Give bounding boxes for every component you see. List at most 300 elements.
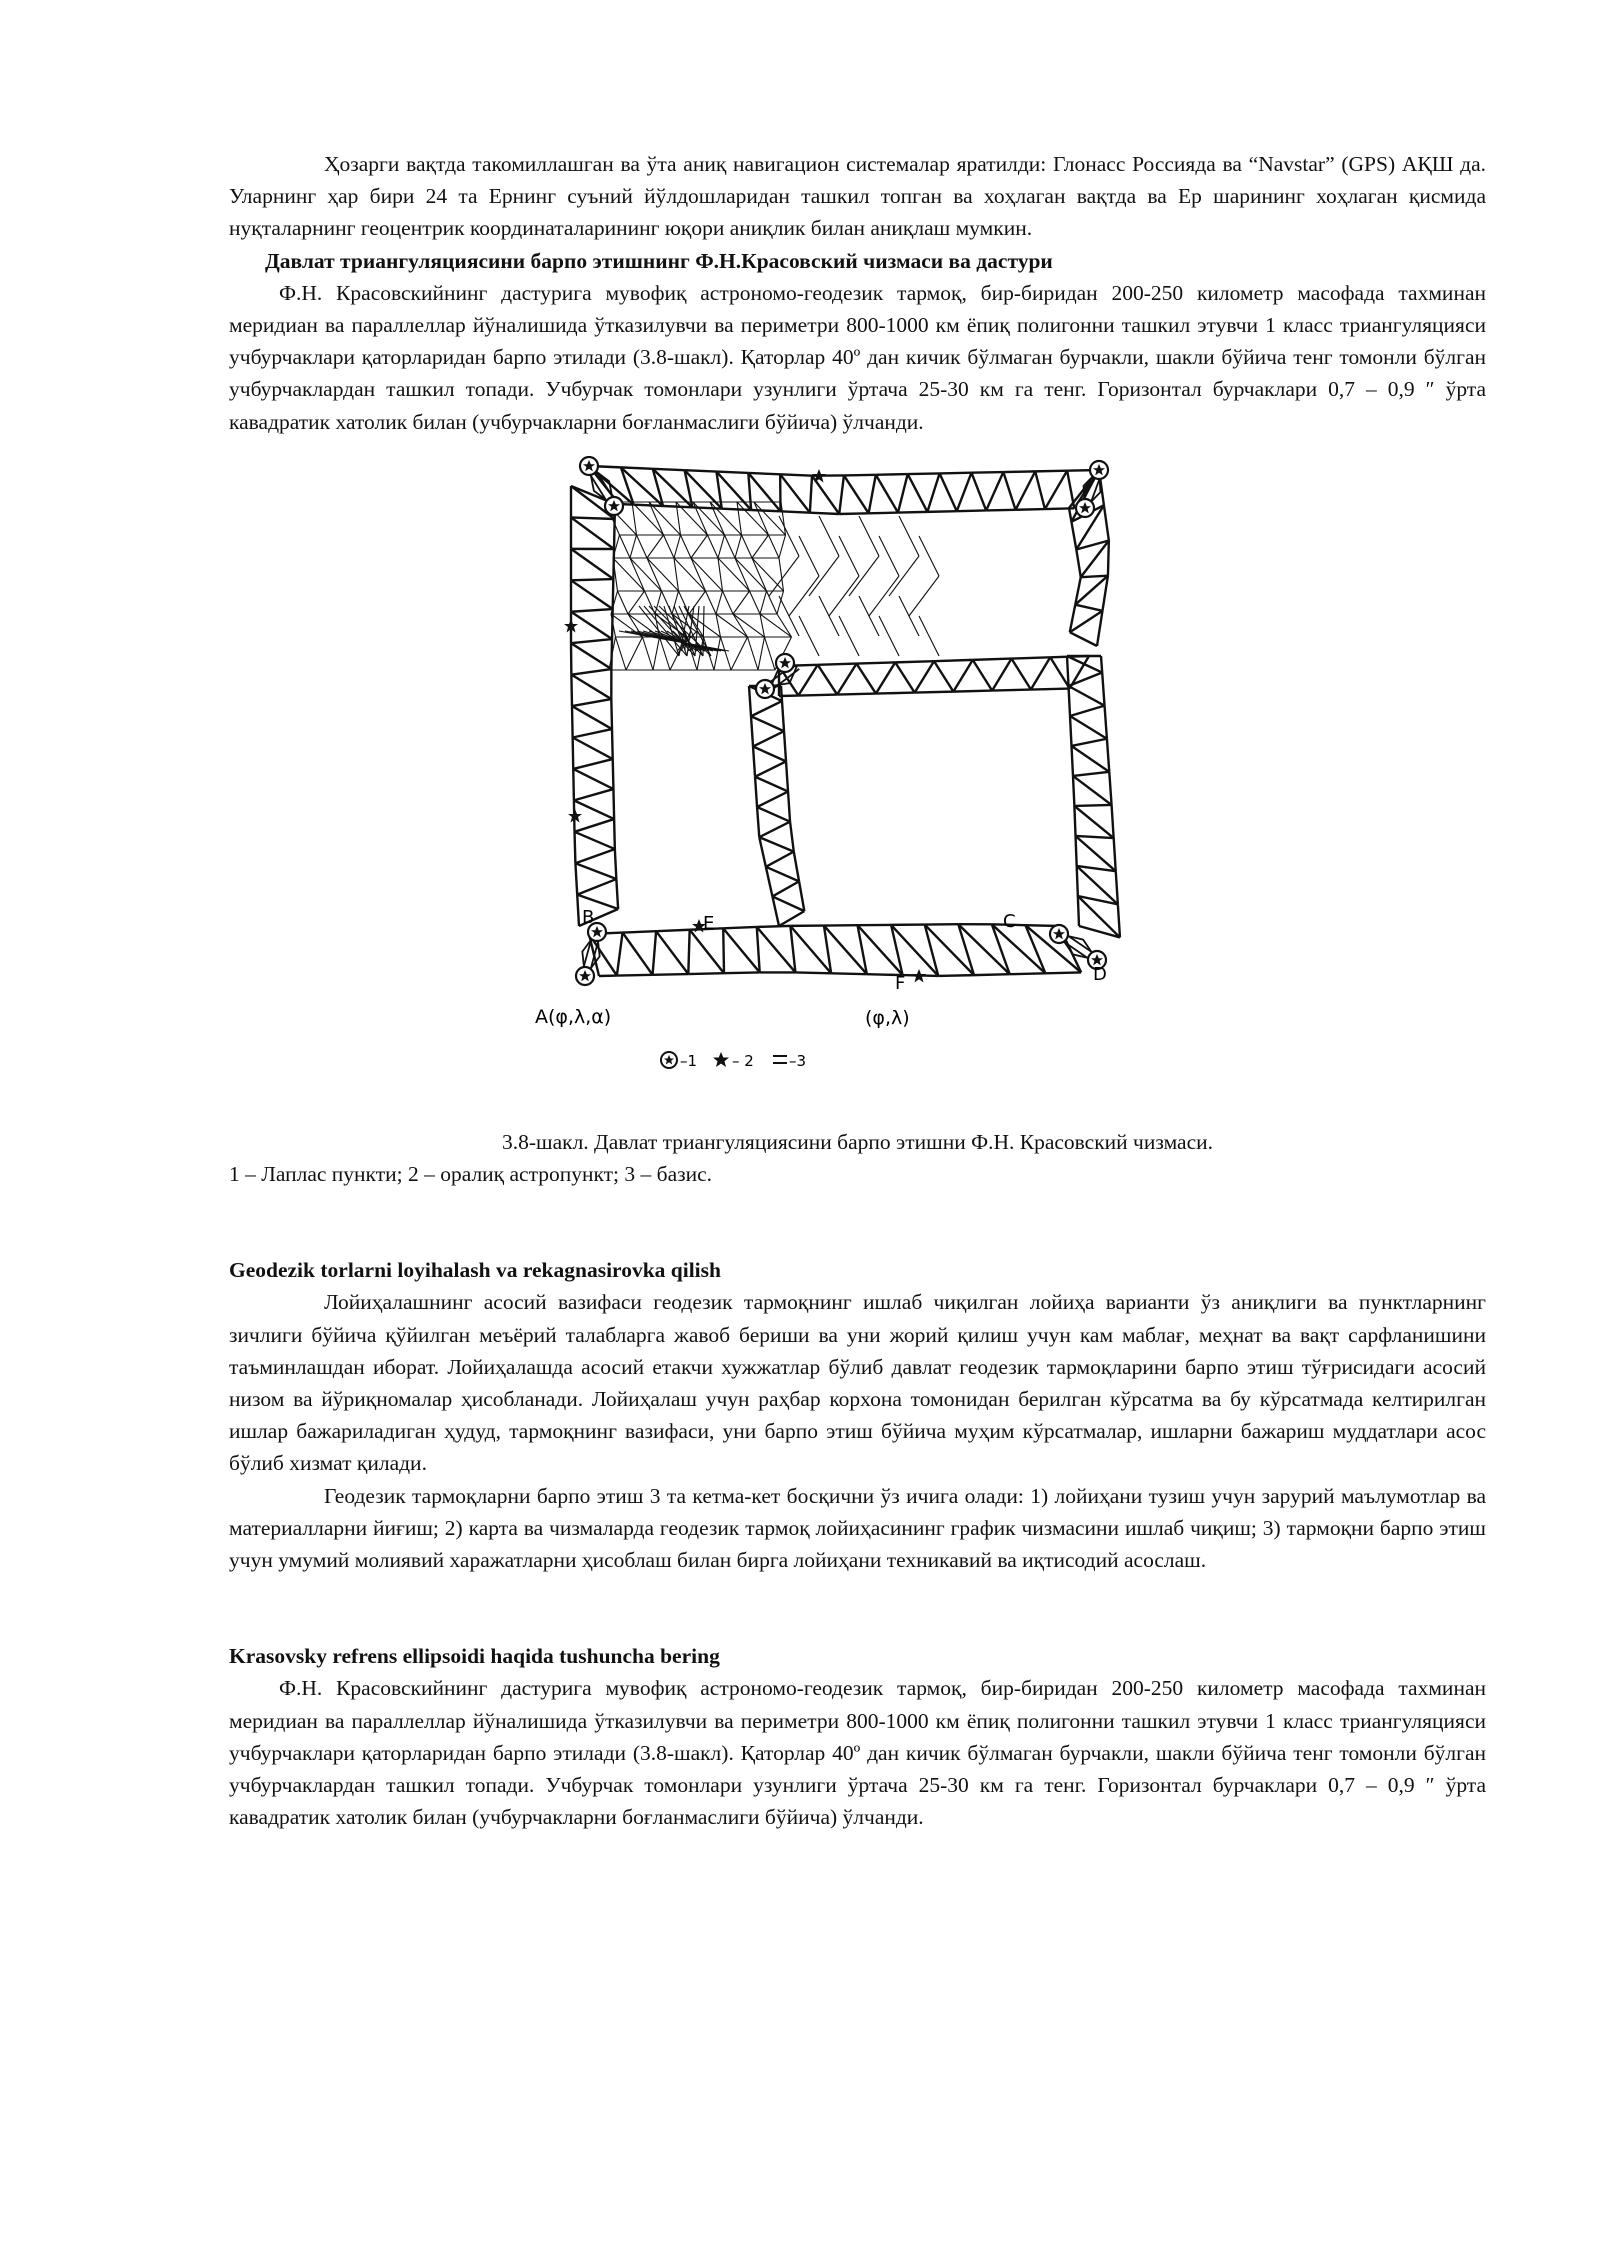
dense-edge [789, 576, 819, 616]
center-chain-edge [781, 686, 782, 701]
left-chain-edge [571, 579, 613, 580]
center-chain-edge [759, 837, 766, 867]
middle-chain-edge [818, 663, 857, 664]
dense-edge [708, 535, 719, 558]
middle-chain-edge [992, 689, 1031, 690]
left-chain-edge [571, 580, 613, 609]
dense-edge [769, 535, 780, 558]
top-chain-edge [971, 472, 1003, 473]
section2b-paragraph: Геодезик тармоқларни барпо этиш 3 та кетма-кет босқични ўз ичига олади: 1) лойиҳани тузиш учун зарурий маълумотлар ва материалларни йиғиш; 2) карта ва чизмаларда геодезик тармоқ лойиҳасининг график чизмасини ишлаб чиқиш; 3) тармоқни барпо этиш учун умумий молиявий харажатларни ҳисоблаш билан бирга лойиҳани техникавий ва иқтисодий асослаш. [229, 1483, 1486, 1573]
bottom-chain-edge [653, 974, 689, 975]
top-chain-edge [957, 510, 986, 511]
left-chain-edge [575, 863, 616, 879]
right-lower-chain-edge [1078, 896, 1079, 926]
right-lower-chain-edge [1071, 746, 1109, 772]
dense-edge [735, 558, 767, 591]
right-lower-chain-edge [1118, 904, 1120, 937]
left-chain-edge [573, 737, 574, 768]
dense-edge [752, 558, 767, 591]
top-chain-edge [876, 474, 908, 475]
top-chain-edge [898, 474, 908, 512]
center-chain-edge [782, 701, 784, 731]
center-chain-edge [772, 896, 804, 911]
middle-chain-edge [857, 662, 896, 663]
bottom-chain-edge [831, 973, 867, 974]
dense-edge [752, 535, 769, 558]
bottom-chain-edge [1010, 973, 1046, 974]
center-chain-edge [757, 807, 759, 837]
dense-edge [647, 535, 664, 558]
bottom-chain-edge [656, 931, 688, 974]
dense-edge [909, 576, 939, 616]
left-chain-edge [573, 737, 613, 759]
left-chain-edge [615, 849, 617, 879]
bottom-chain-edge [617, 975, 653, 976]
left-chain-edge [573, 729, 612, 737]
center-chain-edge [759, 837, 794, 851]
dense-edge [767, 591, 778, 614]
center-chain-edge [766, 867, 799, 882]
middle-chain-edge [992, 658, 1011, 690]
dense-edge [919, 616, 939, 656]
bottom-chain-edge [690, 930, 724, 973]
dense-edge [626, 637, 643, 670]
top-chain-edge [692, 507, 721, 508]
dense-edge [674, 535, 681, 558]
astro-point-legend-icon [713, 1052, 729, 1067]
heading-krasovsky-scheme: Давлат триангуляциясини барпо этишнинг Ф.Н.Красовский чизмаси ва дастури [265, 248, 1053, 273]
dense-edge [674, 558, 706, 591]
right-lower-chain-edge [1068, 686, 1104, 706]
dense-edge [731, 637, 748, 670]
right-lower-chain-edge [1114, 838, 1116, 871]
left-chain-edge [571, 612, 612, 639]
dense-edge [733, 591, 750, 614]
center-chain-edge [751, 716, 784, 731]
left-chain-edge [571, 517, 614, 549]
right-lower-chain-edge [1073, 776, 1074, 806]
legend-item-2: – 2 [732, 1051, 754, 1070]
top-chain-edge [839, 513, 868, 514]
dense-edge [919, 536, 939, 576]
top-chain-edge [1016, 509, 1045, 510]
bottom-chain-edge [757, 927, 760, 972]
dense-edge [630, 558, 662, 591]
dense-edge [758, 637, 765, 670]
left-chain-edge [575, 832, 576, 863]
left-chain-edge [572, 706, 612, 729]
document-page [229, 148, 1486, 1833]
left-chain-edge [571, 609, 613, 612]
right-lower-chain-edge [1068, 686, 1069, 716]
dense-edge [723, 591, 734, 614]
figure-caption: 3.8-шакл. Давлат триангуляциясини барпо этишни Ф.Н. Красовский чизмаси. [502, 1129, 1213, 1154]
bottom-chain-edge [757, 927, 796, 972]
top-chain-edge [908, 473, 940, 474]
left-chain-edge [611, 699, 612, 729]
top-chain-edge [810, 476, 812, 513]
center-chain-edge [772, 896, 779, 926]
top-chain-edge [971, 473, 986, 511]
top-chain-edge [898, 512, 927, 513]
left-chain-edge [575, 863, 577, 894]
dense-edge [765, 637, 776, 670]
left-chain-edge [573, 769, 574, 800]
left-chain-edge [571, 639, 612, 643]
top-chain-edge [940, 473, 957, 511]
dense-edge [616, 637, 627, 670]
left-chain-edge [573, 769, 613, 789]
middle-chain-edge [837, 693, 876, 694]
legend-item-3: –3 [789, 1051, 807, 1070]
right-upper-chain-edge [1081, 576, 1108, 577]
top-chain-edge [716, 471, 748, 472]
bottom-chain-edge [723, 928, 724, 973]
dense-edge [819, 516, 839, 556]
dense-edge [679, 591, 690, 614]
center-chain-edge [766, 867, 773, 897]
dense-edge [716, 591, 723, 614]
right-lower-chain-edge [1067, 656, 1068, 686]
dense-edge [691, 558, 723, 591]
bottom-chain-edge [723, 927, 757, 928]
right-lower-chain-edge [1068, 672, 1102, 685]
top-chain-edge [653, 469, 685, 470]
right-lower-chain-edge [1107, 739, 1109, 772]
center-chain-edge [790, 822, 794, 852]
left-chain-edge [574, 800, 614, 819]
dense-edge [674, 558, 679, 591]
right-lower-chain-edge [1116, 871, 1118, 904]
center-chain-edge [772, 881, 799, 896]
bottom-chain-edge [688, 930, 689, 974]
dense-edge [664, 535, 675, 558]
label-d: D [1093, 963, 1107, 985]
right-lower-chain-edge [1067, 656, 1102, 673]
left-chain-edge [577, 894, 579, 925]
laplace-point-icon [1050, 925, 1068, 943]
right-lower-chain-edge [1070, 705, 1105, 715]
legend-item-1: –1 [680, 1051, 698, 1070]
left-chain-edge [571, 643, 611, 669]
dense-edge [849, 556, 879, 596]
left-chain-edge [572, 706, 573, 737]
dense-edge [718, 558, 750, 591]
middle-chain-edge [876, 692, 915, 693]
dense-edge [760, 614, 792, 637]
dense-edge [710, 502, 742, 535]
left-chain-edge [573, 759, 612, 769]
left-chain-edge [571, 549, 613, 579]
left-chain-edge [571, 674, 572, 705]
laplace-point-icon [1090, 461, 1108, 479]
dense-edge [799, 536, 819, 576]
label-b: B [582, 906, 595, 928]
top-chain-edge [810, 513, 839, 514]
dense-edge [899, 516, 919, 556]
left-chain-edge [572, 699, 611, 706]
dense-edge [779, 558, 784, 591]
triangulation-diagram [529, 456, 1169, 1096]
left-chain-edge [575, 819, 615, 832]
left-chain-edge [614, 819, 615, 849]
dense-edge [799, 616, 819, 656]
top-chain-edge [839, 475, 844, 514]
dense-edge [829, 576, 859, 616]
bottom-chain-edge [656, 930, 690, 931]
center-chain-edge [755, 777, 788, 792]
bottom-chain-edge [617, 932, 623, 975]
top-chain-edge [722, 508, 751, 509]
dense-edge [748, 637, 759, 670]
bottom-chain-edge [688, 973, 724, 974]
dense-edge [879, 616, 899, 656]
section2a-paragraph: Лойиҳалашнинг асосий вазифаси геодезик тармоқнинг ишлаб чиқилган лойиҳа варианти ўз аниқлиги ва пунктларнинг зичлиги бўйича қўйилган меъёрий талабларга жавоб бериши ва уни жорий қилиш учун кам маблағ, меҳнат ва вақт сарфланишини таъминлашдан иборат. Лойиҳалашда асосий етакчи хужжатлар бўлиб давлат геодезик тармоқларини барпо этиш тўғрисидаги асосий низом ва йўриқномалар ҳисобланади. Лойиҳалаш учун раҳбар корхона томонидан берилган кўрсатма ва бу кўрсатмада келтирилган ишлар бажариладиган ҳудуд, тармоқнинг вазифаси, уни барпо этиш бўйича муҳим кўрсатмалар, ишларни бажариш муддатлари асос бўлиб хизмат қилади. [229, 1290, 1486, 1476]
dense-edge [716, 614, 748, 637]
middle-chain-edge [915, 661, 934, 692]
center-chain-edge [753, 746, 755, 776]
right-lower-chain-edge [1076, 836, 1114, 838]
left-chain-edge [571, 674, 611, 698]
middle-chain-edge [837, 663, 856, 694]
dense-edge [620, 535, 631, 558]
center-chain-edge [753, 746, 786, 761]
top-chain-edge [986, 472, 1003, 510]
right-lower-chain-edge [1073, 772, 1109, 776]
middle-chain-edge [934, 661, 953, 691]
top-chain-edge [621, 467, 653, 468]
center-chain-edge [751, 701, 782, 716]
right-upper-chain-edge [1070, 632, 1097, 646]
laplace-point-icon [776, 654, 794, 672]
top-chain-edge [908, 474, 928, 512]
dense-edge [691, 558, 706, 591]
top-chain-edge [844, 475, 869, 513]
center-chain-edge [784, 731, 786, 761]
dense-edge [632, 502, 637, 535]
base-legend-icon [773, 1056, 787, 1063]
center-chain-edge [759, 822, 790, 838]
dense-edge [718, 558, 723, 591]
top-chain-edge [1016, 471, 1036, 509]
top-chain-edge [869, 475, 876, 514]
top-chain-edge [1003, 472, 1015, 510]
bottom-chain-edge [653, 931, 657, 975]
top-chain-edge [869, 512, 898, 513]
top-chain-edge [927, 511, 956, 512]
right-lower-chain-edge [1109, 772, 1111, 805]
center-chain-edge [799, 881, 804, 911]
top-chain-edge [634, 504, 663, 505]
dense-edge [779, 535, 786, 558]
middle-chain-edge [895, 662, 914, 692]
right-lower-chain-edge [1071, 739, 1106, 746]
right-lower-chain-edge [1071, 746, 1072, 776]
triangulation-figure [229, 456, 1486, 1126]
dense-edge [643, 637, 654, 670]
right-lower-chain-edge [1074, 806, 1113, 838]
heading-krasovsky-ellipsoid: Krasovsky refrens ellipsoidi haqida tushuncha bering [229, 1644, 720, 1669]
center-chain-edge [779, 911, 804, 926]
dense-edge [647, 558, 679, 591]
dense-edge [725, 535, 736, 558]
center-chain-edge [757, 791, 788, 806]
middle-chain-edge [857, 663, 876, 693]
left-chain-edge [574, 789, 614, 800]
laplace-point-icon [576, 967, 594, 985]
dense-edge [737, 502, 742, 535]
top-chain-edge [940, 473, 972, 474]
laplace-point-icon [580, 457, 598, 475]
top-chain-edge [1035, 471, 1045, 509]
bottom-chain-edge [623, 932, 653, 974]
bottom-chain-edge [1045, 972, 1081, 973]
top-chain-edge [780, 511, 809, 512]
section3-paragraph: Ф.Н. Красовскийнинг дастурига мувофиқ астрономо-геодезик тармоқ, бир-биридан 200-250 километр масофада тахминан меридиан ва параллеллар йўналишида ўтказилувчи ва периметри 800-1000 км ёпиқ полигонни ташкил этувчи 1 класс триангуляцияси учбурчаклари қаторларидан барпо этилади (3.8-шакл). Қаторлар 40º дан кичик бўлмаган бурчакли, шакли бўйича тенг томонли бўлган учбурчаклардан ташкил топади. Учбурчак томонлари узунлиги ўртача 25-30 км га тенг. Горизонтал бурчаклари 0,7 – 0,9 ″ ўрта кавадратик хатолик билан (учбурчакларни боғланмаслиги бўйича) ўлчанди. [229, 1676, 1486, 1830]
figure-legend [661, 1052, 806, 1070]
dense-edge [653, 637, 660, 670]
right-lower-chain-edge [1077, 866, 1078, 896]
top-chain-edge [876, 475, 898, 513]
dense-edge [735, 535, 742, 558]
dense-edge [733, 614, 748, 637]
dense-edge [781, 502, 786, 535]
dense-edge [809, 556, 839, 596]
bottom-chain-edge [723, 928, 759, 972]
laplace-point-icon [1076, 499, 1094, 517]
dense-edge [839, 536, 859, 576]
bottom-chain-edge [938, 975, 974, 976]
dense-edge [637, 535, 648, 558]
dense-edge [779, 516, 799, 556]
heading-geodetic-design: Geodezik torlarni loyihalash va rekagnasirovka qilish [229, 1258, 721, 1283]
left-chain-edge [575, 849, 614, 863]
dense-edge [750, 591, 761, 614]
middle-chain-edge [876, 662, 895, 693]
right-lower-chain-edge [1102, 672, 1104, 705]
center-chain-edge [749, 686, 751, 716]
middle-chain-edge [915, 691, 954, 692]
right-lower-chain-edge [1076, 836, 1077, 866]
label-f: F [895, 972, 906, 994]
right-lower-chain-edge [1101, 656, 1102, 673]
middle-chain-edge [973, 658, 1012, 659]
right-upper-chain-edge [1071, 522, 1076, 550]
dense-edge [889, 556, 919, 596]
middle-chain-edge [934, 660, 973, 661]
center-chain-edge [755, 777, 757, 807]
label-e: E [703, 912, 715, 934]
dense-edge [760, 591, 767, 614]
dense-edge [733, 614, 765, 637]
right-lower-chain-edge [1105, 705, 1107, 738]
center-chain-edge [753, 731, 784, 746]
dense-edge [754, 502, 769, 535]
dense-edge [647, 558, 662, 591]
middle-chain-edge [895, 661, 934, 662]
label-c: C [1003, 910, 1016, 932]
bottom-chain-edge [623, 931, 657, 932]
left-chain-edge [571, 517, 615, 519]
left-chain-edge [613, 759, 614, 789]
right-upper-chain-edge [1104, 505, 1109, 540]
laplace-point-legend-icon [661, 1052, 677, 1068]
right-lower-chain-edge [1073, 776, 1112, 805]
dense-edge [706, 591, 717, 614]
middle-chain-edge [1012, 657, 1051, 658]
left-chain-edge [612, 729, 613, 759]
bottom-chain-edge [724, 972, 760, 973]
bottom-chain-edge [795, 972, 831, 973]
top-chain-edge [927, 473, 939, 511]
dense-edge [718, 535, 725, 558]
dense-edge [672, 591, 679, 614]
top-chain-edge [986, 510, 1015, 511]
top-chain-edge [748, 473, 751, 510]
dense-edge [630, 558, 645, 591]
dense-edge [613, 558, 645, 591]
top-chain-edge [780, 474, 812, 475]
center-chain-edge [757, 807, 790, 822]
label-f-coords: (φ,λ) [865, 1006, 910, 1029]
right-lower-chain-edge [1070, 716, 1071, 746]
right-upper-chain-edge [1070, 611, 1103, 632]
top-chain-edge [748, 473, 780, 474]
right-upper-chain-edge [1069, 508, 1071, 522]
middle-chain-edge [798, 694, 837, 695]
left-chain-edge [575, 832, 615, 849]
right-lower-chain-edge [1074, 806, 1075, 836]
top-chain-edge [751, 510, 780, 511]
center-chain-edge [786, 761, 788, 791]
dense-edge [691, 535, 708, 558]
left-chain-edge [571, 669, 611, 675]
right-upper-chain-edge [1097, 611, 1102, 646]
dense-edge [721, 637, 732, 670]
top-chain-edge [663, 506, 692, 507]
top-chain-edge [812, 476, 839, 514]
right-lower-chain-edge [1070, 716, 1107, 739]
right-lower-chain-edge [1074, 805, 1111, 806]
center-chain-edge [755, 761, 786, 776]
dense-edge [742, 535, 753, 558]
dense-edge [839, 616, 859, 656]
dense-edge [752, 558, 784, 591]
bottom-chain-edge [790, 926, 795, 973]
top-chain-edge [1003, 471, 1035, 472]
dense-edge [859, 516, 879, 556]
middle-chain-edge [1012, 658, 1031, 689]
middle-chain-edge [798, 665, 817, 696]
section1-paragraph: Ф.Н. Красовскийнинг дастурига мувофиқ астрономо-геодезик тармоқ, бир-биридан 200-250 километр масофада тахминан меридиан ва параллеллар йўналишида ўтказилувчи ва периметри 800-1000 км ёпиқ полигонни ташкил этувчи 1 класс триангуляцияси учбурчаклари қаторларидан барпо этилади (3.8-шакл). Қаторлар 40º дан кичик бўлмаган бурчакли, шакли бўйича тенг томонли бўлган учбурчаклардан ташкил топади. Учбурчак томонлари узунлиги ўртача 25-30 км га тенг. Горизонтал бурчаклари 0,7 – 0,9 ″ ўрта кавадратик хатолик билан (учбурчакларни боғланмаслиги бўйича) ўлчанди. [229, 280, 1486, 434]
right-upper-chain-edge [1108, 540, 1109, 575]
center-chain-edge [751, 716, 753, 746]
middle-chain-edge [818, 665, 837, 695]
left-chain-edge [613, 789, 614, 819]
right-upper-chain-edge [1075, 605, 1102, 611]
dense-edge [879, 536, 899, 576]
top-chain-edge [844, 475, 876, 476]
top-chain-edge [748, 473, 780, 511]
intro-paragraph: Ҳозарги вақтда такомиллашган ва ўта аниқ навигацион системалар яратилди: Глонасс Россияда ва “Navstar” (GPS) АҚШ да. Уларнинг ҳар бири 24 та Ернинг суъний йўлдошларидан ташкил топган ва хоҳлаган вақтда ва Ер шарининг хоҳлаган қисмида нуқталарнинг геоцентрик координаталарининг юқори аниқлик билан аниқлаш мумкин. [229, 152, 1486, 241]
bottom-chain-edge [974, 974, 1010, 975]
dense-edge [735, 558, 750, 591]
middle-chain-edge [953, 660, 972, 692]
top-chain-edge [1045, 471, 1067, 509]
dense-edge [681, 535, 692, 558]
center-chain-edge [788, 791, 790, 821]
left-chain-edge [577, 879, 616, 895]
